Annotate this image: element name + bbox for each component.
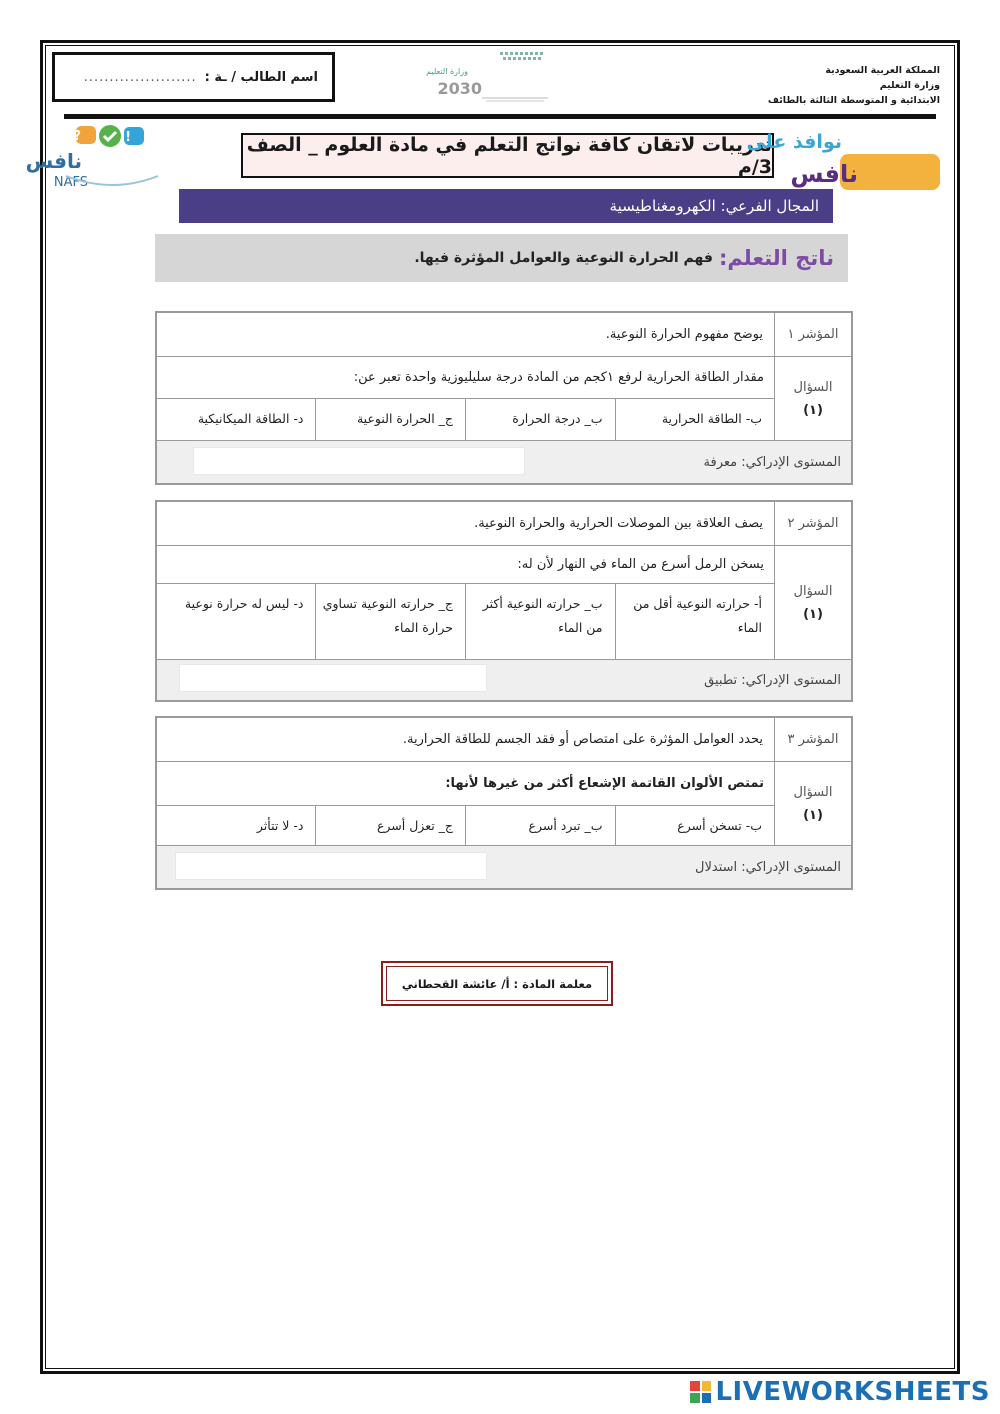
vision-2030-text: 2030 [437, 79, 482, 98]
indicator-row [157, 502, 851, 546]
indicator-label: المؤشر ٢ [774, 502, 851, 545]
liveworksheets-logo [690, 1376, 990, 1408]
question-number: (١) [803, 606, 823, 622]
question-block-1 [155, 311, 853, 485]
student-name-box [52, 52, 335, 102]
option-a[interactable]: ب- الطاقة الحرارية [615, 399, 774, 440]
svg-text:!: ! [125, 130, 131, 145]
question-label: السؤال [793, 583, 833, 599]
nafs-right-line2: نافس [790, 160, 858, 188]
question-text: مقدار الطاقة الحرارية لرفع ١كجم من المادة درجة سليليوزية واحدة تعبر عن: [353, 370, 764, 385]
question-label-cell [774, 546, 851, 660]
country-line: المملكة العربية السعودية [825, 65, 940, 76]
option-b[interactable]: ب_ تبرد أسرع [465, 806, 615, 845]
nafs-left-word: نافس [25, 149, 82, 173]
student-name-field[interactable]: ...................... [83, 69, 197, 85]
svg-text:?: ? [73, 129, 81, 144]
indicator-label: المؤشر ٣ [774, 718, 851, 761]
ministry-logo [426, 50, 570, 105]
learning-outcome-label: ناتج التعلم: [718, 246, 834, 270]
answer-input[interactable] [175, 852, 487, 880]
nafs-logo-icon [25, 122, 168, 192]
question-label: السؤال [793, 379, 833, 395]
question-block-3 [155, 716, 853, 890]
school-line: الابتدائية و المتوسطة الثالثة بالطائف [767, 95, 940, 106]
student-name-label: اسم الطالب / ـة : [204, 69, 318, 85]
option-d[interactable]: د- ليس له حرارة نوعية [184, 596, 304, 611]
option-d[interactable]: د- الطاقة الميكانيكية [197, 411, 304, 426]
teacher-name-box [381, 961, 613, 1006]
header-divider [64, 114, 936, 119]
answer-input[interactable] [179, 664, 487, 692]
teacher-name: معلمة المادة : أ/ عائشة القحطاني [401, 976, 593, 991]
option-a[interactable]: أ- حرارته النوعية أقل من الماء [615, 584, 774, 659]
option-c[interactable]: ج_ الحرارة النوعية [315, 399, 465, 440]
domain-bar [179, 189, 833, 223]
options-row [157, 584, 774, 660]
question-text: تمتص الألوان القاتمة الإشعاع أكثر من غيرها لأنها: [445, 776, 764, 791]
question-label-cell [774, 357, 851, 441]
question-label: السؤال [793, 784, 833, 800]
ministry-line: وزارة التعليم [879, 80, 940, 91]
option-b[interactable]: ب_ درجة الحرارة [465, 399, 615, 440]
learning-outcome-bar [155, 234, 848, 282]
ministry-logo-text: وزارة التعليم [426, 67, 468, 76]
domain-text: المجال الفرعي: الكهرومغناطيسية [609, 197, 819, 215]
nawafidh-nafs-logo-icon [746, 124, 946, 194]
liveworksheets-text: LIVEWORKSHEETS [715, 1377, 990, 1407]
question-row [157, 762, 774, 806]
cognitive-level-row [157, 846, 851, 888]
indicator-row [157, 718, 851, 762]
option-b[interactable]: ب_ حرارته النوعية أكثر من الماء [465, 584, 615, 659]
options-row [157, 399, 774, 441]
liveworksheets-grid-icon [690, 1381, 711, 1403]
indicator-text: يصف العلاقة بين الموصلات الحرارية والحرارة النوعية. [474, 516, 763, 531]
question-number: (١) [803, 402, 823, 418]
nafs-right-line1: نوافذ على [746, 131, 842, 153]
option-a[interactable]: ب- تسخن أسرع [615, 806, 774, 845]
cognitive-level-row [157, 441, 851, 483]
cognitive-level: المستوى الإدراكي: معرفة [703, 454, 841, 470]
question-block-2 [155, 500, 853, 702]
indicator-row [157, 313, 851, 357]
cognitive-level-row [157, 660, 851, 700]
cognitive-level: المستوى الإدراكي: تطبيق [704, 672, 841, 688]
question-row [157, 546, 774, 584]
indicator-label: المؤشر ١ [774, 313, 851, 356]
option-c[interactable]: ج_ تعزل أسرع [315, 806, 465, 845]
options-row [157, 806, 774, 846]
indicator-text: يحدد العوامل المؤثرة على امتصاص أو فقد الجسم للطاقة الحرارية. [402, 732, 763, 747]
question-label-cell [774, 762, 851, 846]
option-d[interactable]: د- لا تتأثر [256, 818, 304, 833]
question-number: (١) [803, 807, 823, 823]
nafs-left-latin: NAFS [53, 175, 88, 190]
learning-outcome-text: فهم الحرارة النوعية والعوامل المؤثرة فيها. [414, 250, 713, 266]
indicator-text: يوضح مفهوم الحرارة النوعية. [605, 327, 763, 342]
cognitive-level: المستوى الإدراكي: استدلال [695, 859, 841, 875]
institution-header [740, 63, 940, 108]
option-c[interactable]: ج_ حرارته النوعية تساوي حرارة الماء [315, 584, 465, 659]
worksheet-title: تدريبات لاتقان كافة نواتج التعلم في مادة العلوم _ الصف 3/م [241, 133, 774, 178]
answer-input[interactable] [193, 447, 525, 475]
question-row [157, 357, 774, 399]
question-text: يسخن الرمل أسرع من الماء في النهار لأن له: [517, 557, 764, 572]
